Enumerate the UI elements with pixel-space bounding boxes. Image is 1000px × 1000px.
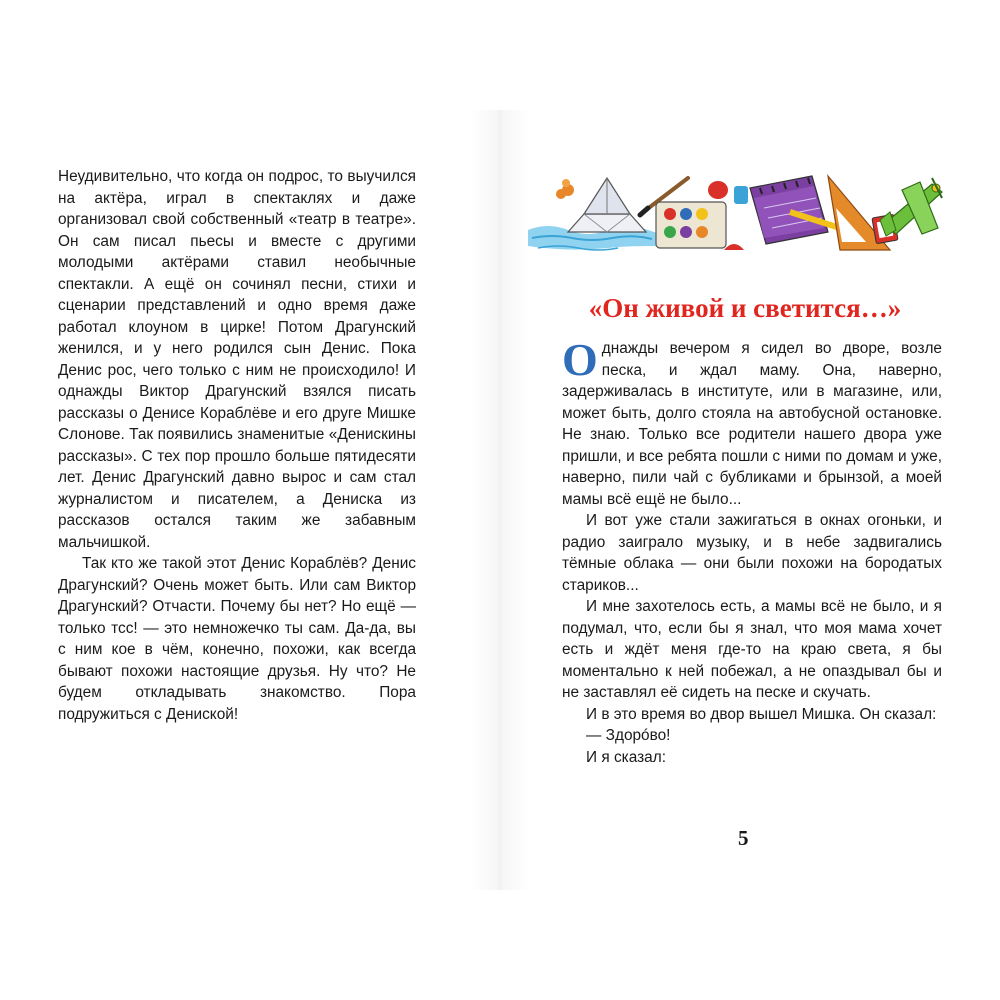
right-paragraph-2: И вот уже стали зажигаться в окнах огоньки, и радио заиграло музыку, и в небе задвигались тёмные облака — они были похожи на бородатых стариков... <box>562 512 942 594</box>
left-page-text <box>58 166 416 725</box>
right-paragraph-5: — Здорóво! <box>586 727 671 744</box>
story-title: «Он живой и светится…» <box>588 293 902 323</box>
paper-boat-icon <box>568 178 646 232</box>
notepad-icon <box>750 176 828 244</box>
right-paragraph-6: И я сказал: <box>586 748 666 766</box>
left-paragraph-1: Неудивительно, что когда он подрос, то выучился на актёра, играл в спектаклях и даже организовал свой собственный «театр в театре». Он сам писал пьесы и вместе с другими молодыми актёрами ставил необычные спектакли. А ещё он сочинял песни, стихи и сценарии представлений и одно время даже работал клоуном в цирке! Потом Драгунский женился, и у него родился сын Денис. Пока Денис рос, чего только с ним не происходило! И однажды Виктор Драгунский взялся писать рассказы о Денисе Кораблёве и его друге Мишке Слонове. Так появились знаменитые «Денискины рассказы». С тех пор прошло больше пятидесяти лет. Денис Драгунский давно вырос и сам стал журналистом и писателем, а Дениска из рассказов остался таким же забавным мальчишкой. <box>58 168 416 551</box>
right-paragraph-4: И в это время во двор вышел Мишка. Он сказал: <box>586 705 937 723</box>
drop-cap: О <box>562 334 598 385</box>
paint-palette-icon <box>656 202 726 248</box>
left-paragraph-2: Так кто же такой этот Денис Кораблёв? Денис Драгунский? Очень может быть. Или сам Виктор Драгунский? Отчасти. Почему бы нет? Но ещё — только тсс! — это немножечко ты сам. Да-да, вы с ним кое в чём, конечно, похожи, как всегда бывают похожи настоящие друзья. Ну что? Не будем откладывать знакомство. Пора подружиться с Дениской! <box>58 555 416 723</box>
toy-airplane-icon <box>880 178 942 236</box>
right-page-text <box>562 334 942 768</box>
flower-icon <box>556 179 574 199</box>
right-paragraph-1-text: днажды вечером я сидел во дворе, возле песка, и ждал маму. Она, наверно, задерживалась в институте, или в магазине, или, может быть, долго стояла на автобусной остановке. Не знаю. Только все родители нашего двора уже пришли, и все ребята пошли с ними по домам и уже, наверно, пили чай с бубликами и брынзой, а моей мамы всё ещё не было... <box>562 340 942 508</box>
right-paragraph-3: И мне захотелось есть, а мамы всё не было, и я подумал, что, если бы я знал, что моя мама хочет есть и ждёт меня где-то на краю света, я бы моментально к ней побежал, а не опаздывал бы и не заставлял её сидеть на песке и скучать. <box>562 598 942 701</box>
page-number: 5 <box>738 826 749 850</box>
page-gutter-shadow <box>470 110 530 890</box>
header-illustration <box>528 168 952 260</box>
right-paragraph-1 <box>562 334 942 510</box>
